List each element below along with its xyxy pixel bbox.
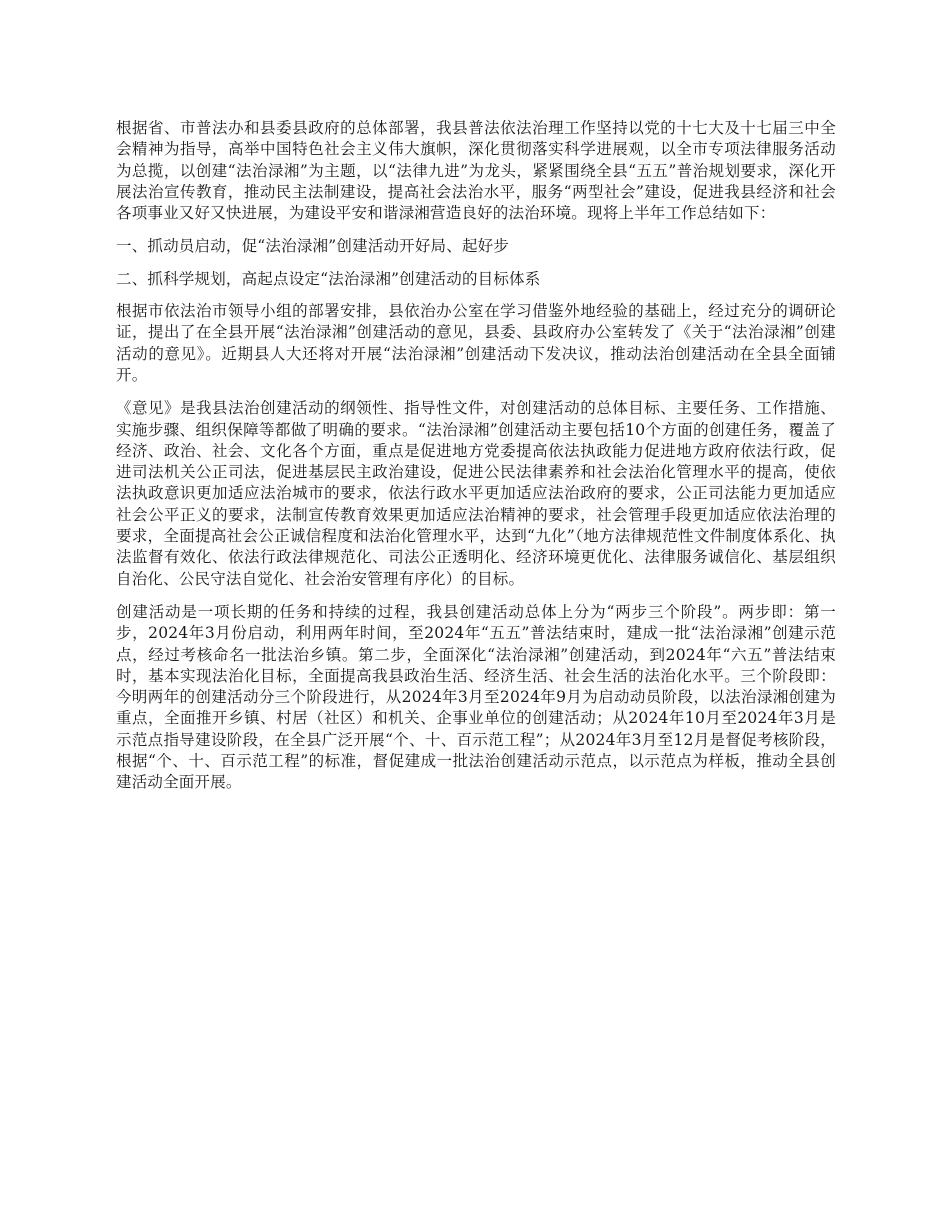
intro-paragraph: 根据省、市普法办和县委县政府的总体部署，我县普法依法治理工作坚持以党的十七大及十七届三中全会精神为指导，高举中国特色社会主义伟大旗帜，深化贯彻落实科学进展观，以全市专项法律服务活动为总揽，以创建“法治渌湘”为主题，以“法律九进”为龙头，紧紧围绕全县“五五”普治规划要求，深化开展法治宣传教育，推动民主法制建设，提高社会法治水平，服务“两型社会”建设，促进我县经济和社会各项事业又好又快进展，为建设平安和谐渌湘营造良好的法治环境。现将上半年工作总结如下： (116, 119, 836, 223)
section-heading-2: 二、抓科学规划，高起点设定“法治渌湘”创建活动的目标体系 (116, 269, 541, 288)
body-paragraph-1: 根据市依法治市领导小组的部署安排，县依治办公室在学习借鉴外地经验的基础上，经过充分的调研论证，提出了在全县开展“法治渌湘”创建活动的意见，县委、县政府办公室转发了《关于“法治渌湘”创建活动的意见》。近期县人大还将对开展“法治渌湘”创建活动下发决议，推动法治创建活动在全县全面铺开。 (116, 302, 836, 384)
document-body (116, 118, 836, 806)
body-paragraph-3: 创建活动是一项长期的任务和持续的过程，我县创建活动总体上分为“两步三个阶段”。两步即：第一步，2024年3月份启动，利用两年时间，至2024年“五五”普法结束时，建成一批“法治渌湘”创建示范点，经过考核命名一批法治乡镇。第二步，全面深化“法治渌湘”创建活动，到2024年“六五”普法结束时，基本实现法治化目标，全面提高我县政治生活、经济生活、社会生活的法治化水平。三个阶段即：今明两年的创建活动分三个阶段进行，从2024年3月至2024年9月为启动动员阶段，以法治渌湘创建为重点，全面推开乡镇、村居（社区）和机关、企事业单位的创建活动；从2024年10月至2024年3月是示范点指导建设阶段，在全县广泛开展“个、十、百示范工程”；从2024年3月至12月是督促考核阶段，根据“个、十、百示范工程”的标准，督促建成一批法治创建活动示范点，以示范点为样板，推动全县创建活动全面开展。 (116, 602, 836, 792)
body-paragraph-2: 《意见》是我县法治创建活动的纲领性、指导性文件，对创建活动的总体目标、主要任务、工作措施、实施步骤、组织保障等都做了明确的要求。“法治渌湘”创建活动主要包括10个方面的创建任务，覆盖了经济、政治、社会、文化各个方面，重点是促进地方党委提高依法执政能力促进地方政府依法行政，促进司法机关公正司法，促进基层民主政治建设，促进公民法律素养和社会法治化管理水平的提高，使依法执政意识更加适应法治城市的要求，依法行政水平更加适应法治政府的要求，公正司法能力更加适应社会公平正义的要求，法制宣传教育效果更加适应法治精神的要求，社会管理手段更加适应依法治理的要求，全面提高社会公正诚信程度和法治化管理水平，达到“九化”（地方法律规范性文件制度体系化、执法监督有效化、依法行政法律规范化、司法公正透明化、经济环境更优化、法律服务诚信化、基层组织自治化、公民守法自觉化、社会治安管理有序化）的目标。 (116, 399, 836, 588)
section-heading-1: 一、抓动员启动，促“法治渌湘”创建活动开好局、起好步 (116, 237, 510, 256)
